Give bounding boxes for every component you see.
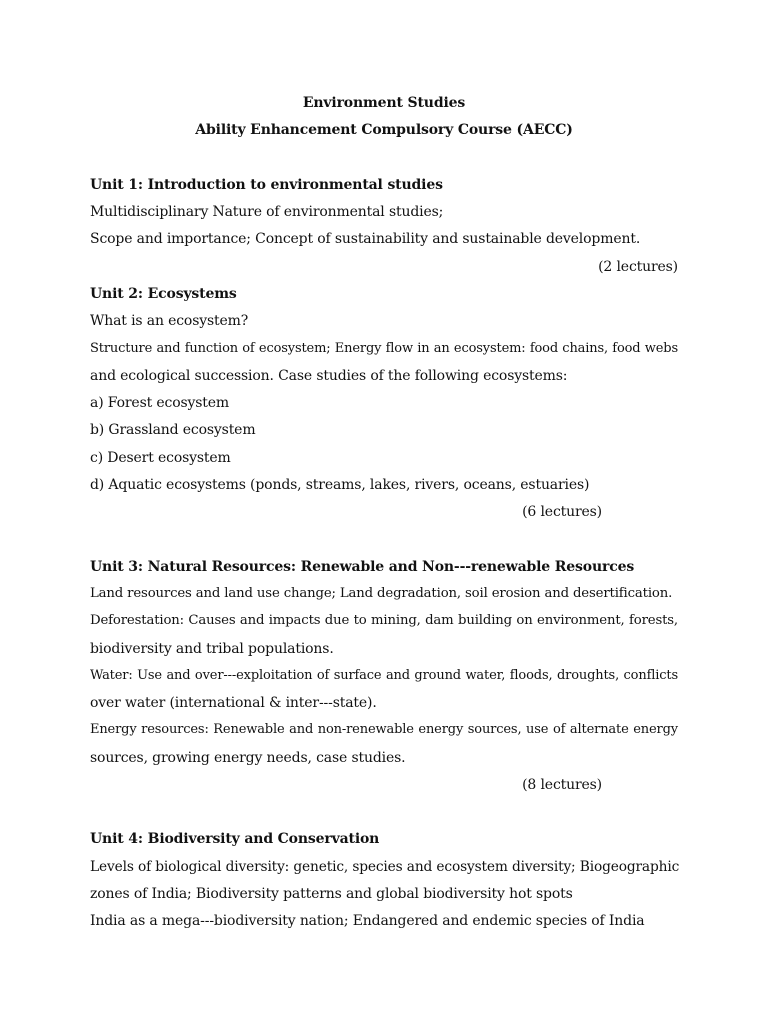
unit3-line: over water (international & inter---state). bbox=[90, 695, 377, 711]
document-title: Environment Studies bbox=[302, 95, 466, 111]
unit3-line: sources, growing energy needs, case studies. bbox=[90, 750, 406, 766]
unit2-list-item: a) Forest ecosystem bbox=[90, 395, 230, 411]
unit1-line: Multidisciplinary Nature of environmental studies; bbox=[90, 204, 444, 220]
unit2-list-item: d) Aquatic ecosystems (ponds, streams, lakes, rivers, oceans, estuaries) bbox=[90, 477, 590, 493]
unit2-list-item: b) Grassland ecosystem bbox=[90, 422, 256, 438]
unit3-heading: Unit 3: Natural Resources: Renewable and Non---renewable Resources bbox=[90, 559, 635, 575]
unit2-line: and ecological succession. Case studies of the following ecosystems: bbox=[90, 368, 568, 384]
unit1-heading: Unit 1: Introduction to environmental studies bbox=[90, 177, 443, 193]
unit1-line: Scope and importance; Concept of sustainability and sustainable development. bbox=[90, 231, 641, 247]
unit3-line: Deforestation: Causes and impacts due to mining, dam building on environment, forests, bbox=[90, 613, 678, 628]
unit3-lectures-row bbox=[90, 776, 602, 794]
unit4-line: Levels of biological diversity: genetic, species and ecosystem diversity; Biogeographic bbox=[90, 859, 680, 875]
unit4-line: zones of India; Biodiversity patterns and global biodiversity hot spots bbox=[90, 886, 573, 902]
unit3-line: Energy resources: Renewable and non-renewable energy sources, use of alternate energy bbox=[90, 722, 678, 737]
unit2-lectures: (6 lectures) bbox=[522, 504, 602, 520]
unit2-heading: Unit 2: Ecosystems bbox=[90, 286, 237, 302]
unit2-lectures-row bbox=[90, 503, 602, 521]
unit3-line: biodiversity and tribal populations. bbox=[90, 641, 334, 657]
unit3-line: Water: Use and over---exploitation of surface and ground water, floods, droughts, conflicts bbox=[90, 668, 678, 683]
unit3-lectures: (8 lectures) bbox=[522, 777, 602, 793]
unit4-line: India as a mega---biodiversity nation; Endangered and endemic species of India bbox=[90, 913, 645, 929]
unit2-line: What is an ecosystem? bbox=[90, 313, 249, 329]
unit2-list-item: c) Desert ecosystem bbox=[90, 450, 231, 466]
unit1-lectures: (2 lectures) bbox=[598, 259, 678, 275]
unit2-line: Structure and function of ecosystem; Energy flow in an ecosystem: food chains, food webs bbox=[90, 341, 678, 356]
unit4-heading: Unit 4: Biodiversity and Conservation bbox=[90, 831, 380, 847]
document-subtitle: Ability Enhancement Compulsory Course (AECC) bbox=[195, 122, 573, 138]
unit3-line: Land resources and land use change; Land degradation, soil erosion and desertification. bbox=[90, 586, 673, 601]
